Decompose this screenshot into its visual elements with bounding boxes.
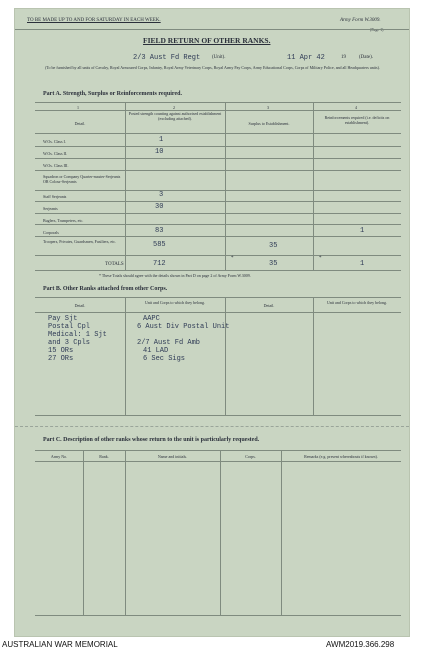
part-c-col-name: Name and initials. [157,454,188,459]
footer-source: AUSTRALIAN WAR MEMORIAL [2,640,118,649]
part-c-col-rank: Rank. [99,454,109,459]
row-posted: 30 [155,203,164,211]
part-c-heading: Part C. Description of other ranks whose return to the unit is particularly requested. [43,437,260,443]
attached-unit: 6 Sec Sigs [143,355,186,363]
attached-detail: Medical: 1 Sjt [48,331,107,339]
totals-posted: 712 [153,260,166,268]
part-c-col-remarks: Remarks (e.g. present whereabouts if known). [304,454,378,459]
row-posted: 83 [155,227,164,235]
col-posted: Posted strength counting against authorised establishment (excluding attached). [128,111,222,121]
part-b-col-detail: Detail. [74,303,86,308]
attached-unit: 6 Aust Div Postal Unit [137,323,230,331]
row-label: Staff Serjeants [43,194,67,199]
col-num-3: 3 [267,105,269,110]
row-label: W.Os. Class II. [43,151,68,156]
attached-detail: 27 ORs [48,355,74,363]
date-label: (Date). [359,55,374,60]
row-label: Squadron or Company Quarter-master-Serjeants OR Colour-Serjeants [43,174,121,184]
form-number: Army Form W.3009. [340,18,381,23]
unit-label: (Unit). [212,55,226,60]
unit-value: 2/3 Aust Fd Regt [133,54,201,62]
attached-unit: 2/7 Aust Fd Amb [137,339,201,347]
footer-accession: AWM2019.366.298 [326,640,395,649]
row-label: Buglers, Trumpeters, etc. [43,218,84,223]
totals-label: TOTALS [105,262,124,267]
col-surplus: Surplus to Establishment. [248,121,290,126]
col-num-4: 4 [355,105,357,110]
attached-detail: Pay Sjt [48,315,78,323]
col-num-1: 1 [77,105,79,110]
totals-note: * These Totals should agree with the details shown in Part D on page 2 of Army Form W.3009. [99,273,251,278]
top-note: TO BE MADE UP TO AND FOR SATURDAY IN EACH WEEK. [27,18,161,23]
row-posted: 10 [155,148,164,156]
totals-surplus: 35 [269,260,278,268]
part-c-col-corps: Corps. [245,454,256,459]
date-19: 19 [341,55,346,60]
totals-reinforcements: 1 [360,260,365,268]
row-label: W.Os. Class I. [43,139,66,144]
attached-detail: 15 ORs [48,347,74,355]
row-label: Serjeants [43,206,58,211]
totals-star: * [231,256,234,261]
attached-unit: 41 LAD [143,347,169,355]
fold-line [15,426,409,427]
page-number: (Page 1) [370,27,384,32]
row-reinforcements: 1 [360,227,365,235]
col-num-2: 2 [173,105,175,110]
row-posted: 1 [159,136,164,144]
row-label: Troopers, Privates, Guardsmen, Fusiliers, etc. [43,239,117,244]
col-reinforcements: Reinforcements required (i.e. deficits on establishment). [324,115,390,125]
col-detail: Detail. [74,121,86,126]
date-value: 11 Apr 42 [287,54,325,62]
header-rule [15,29,409,30]
row-label: Corporals [43,230,59,235]
form-paper [14,8,410,637]
part-c-col-army-no: Army No. [50,454,68,459]
subtitle: (To be furnished by all units of Cavalry, Royal Armoured Corps, Infantry, Royal Army Veterinary Corps, Royal Army Pay Corps, Army Educational Corps, Corps of Military Police, and all Headquarters units). [45,65,380,70]
part-b-col-unit-2: Unit and Corps to which they belong. [326,300,388,305]
row-surplus: 35 [269,242,278,250]
row-posted: 585 [153,241,166,249]
totals-star: * [319,256,322,261]
part-a-heading: Part A. Strength, Surplus or Reinforcements required. [43,91,182,97]
form-title: FIELD RETURN OF OTHER RANKS. [143,36,271,45]
attached-detail: and 3 Cpls [48,339,91,347]
attached-detail: Postal Cpl [48,323,91,331]
attached-unit: AAPC [143,315,160,323]
part-b-col-detail-2: Detail. [263,303,275,308]
row-label: W.Os. Class III. [43,163,69,168]
part-b-col-unit: Unit and Corps to which they belong. [144,300,206,305]
row-posted: 3 [159,191,164,199]
part-b-heading: Part B. Other Ranks attached from other Corps. [43,286,168,292]
